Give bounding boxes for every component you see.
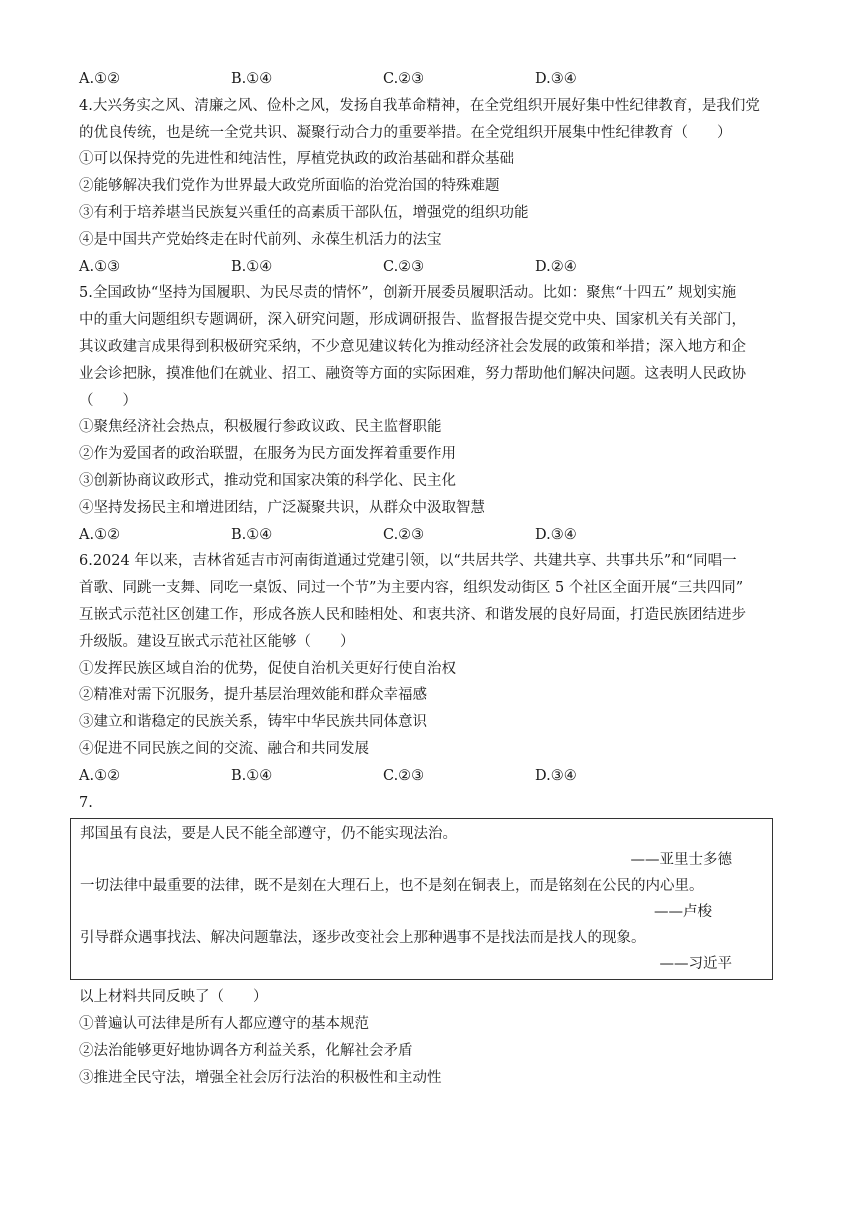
q4-options <box>79 254 779 281</box>
q3-option-c[interactable]: C.②③ <box>383 71 425 87</box>
q5-item: ②作为爱国者的政治联盟，在服务为民方面发挥着重要作用 <box>79 446 456 463</box>
q5-option-a[interactable]: A.①② <box>79 526 121 543</box>
q5-stem-line: 其议政建言成果得到积极研究采纳，不少意见建议转化为推动经济社会发展的政策和举措；深入地方和企 <box>79 338 746 355</box>
q4-option-a[interactable]: A.①③ <box>79 258 121 275</box>
q6-options <box>79 763 779 790</box>
q7-number: 7. <box>79 794 93 811</box>
q3-options <box>79 66 779 93</box>
q3-option-a[interactable]: A.①② <box>79 71 121 87</box>
q5-options <box>79 522 779 549</box>
q5-stem-line: （ ） <box>79 392 137 409</box>
question-5 <box>79 280 779 548</box>
q7-item: ②法治能够更好地协调各方利益关系，化解社会矛盾 <box>79 1042 413 1059</box>
q3-option-d[interactable]: D.③④ <box>535 71 577 87</box>
q5-item: ③创新协商议政形式，推动党和国家决策的科学化、民主化 <box>79 472 456 489</box>
q4-option-b[interactable]: B.①④ <box>231 258 273 275</box>
q6-option-c[interactable]: C.②③ <box>383 767 425 784</box>
q4-option-d[interactable]: D.②④ <box>535 258 577 275</box>
quote-text: 邦国虽有良法，要是人民不能全部遵守，仍不能实现法治。 <box>80 826 457 843</box>
quote-author: ——卢梭 <box>654 904 712 921</box>
q4-item: ①可以保持党的先进性和纯洁性，厚植党执政的政治基础和群众基础 <box>79 151 514 168</box>
q7-stem: 以上材料共同反映了（ ） <box>79 989 268 1006</box>
q4-item: ③有利于培养堪当民族复兴重任的高素质干部队伍，增强党的组织功能 <box>79 204 529 221</box>
quote-author: ——亚里士多德 <box>630 852 732 869</box>
q6-item: ①发挥民族区域自治的优势，促使自治机关更好行使自治权 <box>79 660 456 677</box>
q7-item: ③推进全民守法，增强全社会厉行法治的积极性和主动性 <box>79 1069 442 1086</box>
q4-stem-line: 4.大兴务实之风、清廉之风、俭朴之风，发扬自我革命精神，在全党组织开展好集中性纪律教育，是我们党 <box>79 97 760 114</box>
q4-stem-line: 的优良传统，也是统一全党共识、凝聚行动合力的重要举措。在全党组织开展集中性纪律教育（ ） <box>79 124 732 141</box>
q6-stem-line: 升级版。建设互嵌式示范社区能够（ ） <box>79 633 355 650</box>
question-6 <box>79 548 779 789</box>
q7-item: ①普遍认可法律是所有人都应遵守的基本规范 <box>79 1016 369 1033</box>
q6-item: ③建立和谐稳定的民族关系，铸牢中华民族共同体意识 <box>79 714 427 731</box>
q5-item: ①聚焦经济社会热点，积极履行参政议政、民主监督职能 <box>79 419 442 436</box>
q6-option-a[interactable]: A.①② <box>79 767 121 784</box>
q5-option-d[interactable]: D.③④ <box>535 526 577 543</box>
q6-option-d[interactable]: D.③④ <box>535 767 577 784</box>
question-4 <box>79 93 779 281</box>
question-7 <box>79 790 779 1092</box>
quote-author: ——习近平 <box>659 956 732 973</box>
quote-box <box>70 818 773 980</box>
q5-stem-line: 5.全国政协“坚持为国履职、为民尽责的情怀”，创新开展委员履职活动。比如：聚焦“十四五” 规划实施 <box>79 285 737 302</box>
q6-stem-line: 互嵌式示范社区创建工作，形成各族人民和睦相处、和衷共济、和谐发展的良好局面，打造民族团结进步 <box>79 606 746 623</box>
quote-text: 引导群众遇事找法、解决问题靠法，逐步改变社会上那种遇事不是找法而是找人的现象。 <box>80 930 646 947</box>
q5-stem-line: 中的重大问题组织专题调研，深入研究问题，形成调研报告、监督报告提交党中央、国家机关有关部门， <box>79 312 746 329</box>
q6-stem-line: 6.2024 年以来，吉林省延吉市河南街道通过党建引领，以“共居共学、共建共享、共事共乐”和“同唱一 <box>79 553 737 570</box>
q6-option-b[interactable]: B.①④ <box>231 767 273 784</box>
q3-option-b[interactable]: B.①④ <box>231 71 273 87</box>
quote-text: 一切法律中最重要的法律，既不是刻在大理石上，也不是刻在铜表上，而是铭刻在公民的内心里。 <box>80 878 704 895</box>
q4-item: ②能够解决我们党作为世界最大政党所面临的治党治国的特殊难题 <box>79 178 500 195</box>
exam-page <box>79 66 779 1092</box>
q6-item: ④促进不同民族之间的交流、融合和共同发展 <box>79 740 369 757</box>
q6-item: ②精准对需下沉服务，提升基层治理效能和群众幸福感 <box>79 687 427 704</box>
q4-option-c[interactable]: C.②③ <box>383 258 425 275</box>
q5-item: ④坚持发扬民主和增进团结，广泛凝聚共识，从群众中汲取智慧 <box>79 499 485 516</box>
q5-stem-line: 业会诊把脉，摸准他们在就业、招工、融资等方面的实际困难，努力帮助他们解决问题。这表明人民政协 <box>79 365 746 382</box>
q5-option-b[interactable]: B.①④ <box>231 526 273 543</box>
q6-stem-line: 首歌、同跳一支舞、同吃一桌饭、同过一个节”为主要内容，组织发动街区 5 个社区全面开展“三共四同” <box>79 580 744 597</box>
q5-option-c[interactable]: C.②③ <box>383 526 425 543</box>
q4-item: ④是中国共产党始终走在时代前列、永葆生机活力的法宝 <box>79 231 442 248</box>
